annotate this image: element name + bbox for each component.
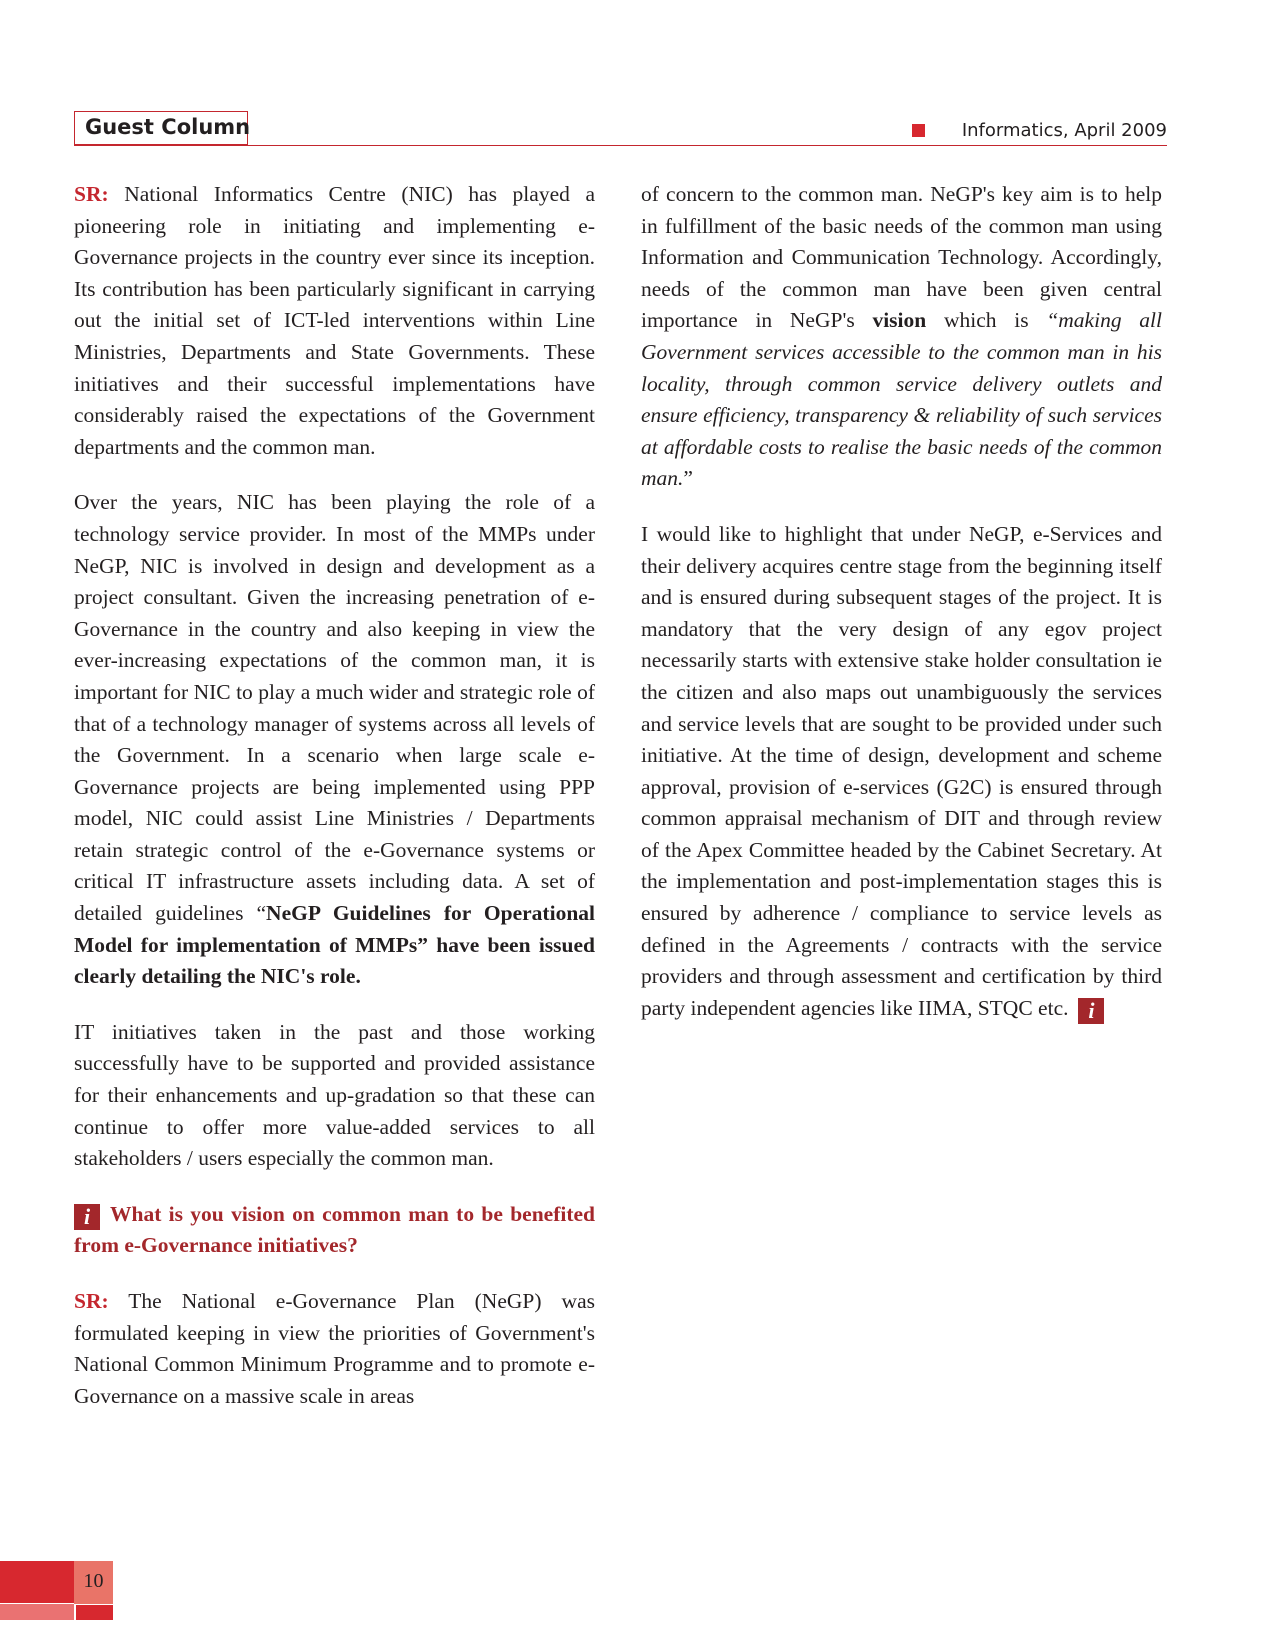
paragraph-text: The National e-Governance Plan (NeGP) was formulated keeping in view the priorities of Government's National Common Minimum Programme and to promote e-Governance on a massive scale in areas [74, 1289, 595, 1408]
footer-block-red-small [76, 1605, 113, 1620]
end-mark-info-icon: i [1078, 998, 1104, 1024]
vision-quote: “making all Government services accessible to the common man in his locality, through common service delivery outlets and ensure efficiency, transparency & reliability of such services at affordable costs to realise the basic needs of the common man. [641, 308, 1162, 491]
footer-block-red [0, 1561, 74, 1603]
issue-label: Informatics, April 2009 [961, 120, 1167, 141]
paragraph-text-mid: which is [926, 308, 1047, 333]
paragraph-text: IT initiatives taken in the past and those working successfully have to be supported and provided assistance for their enhancements and up-gradation so that these can continue to offer more value-added services to all stakeholders / users especially the common man. [74, 1019, 595, 1171]
vision-bold-text: vision [872, 308, 927, 333]
header-rule [74, 145, 1167, 146]
quote-close: ” [683, 466, 693, 491]
info-icon: i [74, 1204, 100, 1230]
header-square-icon [912, 124, 925, 137]
paragraph-answer-1 [74, 179, 595, 463]
paragraph-answer-3 [74, 1017, 595, 1175]
footer-block-pink [0, 1604, 74, 1620]
section-label-box [74, 111, 251, 145]
speaker-label: SR: [74, 182, 109, 206]
page-number-box [74, 1561, 113, 1604]
question-text: What is you vision on common man to be benefited from e-Governance initiatives? [74, 1201, 595, 1258]
guidelines-bold-text: NeGP Guidelines for Operational Model for implementation of MMPs” have been issued clearly detailing the NIC's role. [74, 901, 596, 989]
paragraph-answer-4 [74, 1286, 595, 1412]
interview-question [74, 1199, 595, 1262]
paragraph-text: of concern to the common man. NeGP's key aim is to help in fulfillment of the basic needs of the common man using Information and Communication Technology. Accordingly, needs of the common man have been given central importance in NeGP's [641, 182, 1162, 333]
page-number: 10 [83, 1570, 104, 1592]
speaker-label: SR: [74, 1289, 109, 1313]
right-column [641, 179, 1162, 1048]
paragraph-text: I would like to highlight that under NeGP, e-Services and their delivery acquires centre stage from the beginning itself and is ensured during subsequent stages of the project. It is mandatory that the very design of any egov project necessarily starts with extensive stake holder consultation ie the citizen and also maps out unambiguously the services and service levels that are sought to be provided under such initiative. At the time of design, development and scheme approval, provision of e-services (G2C) is ensured through common appraisal mechanism of DIT and through review of the Apex Committee headed by the Cabinet Secretary. At the implementation and post-implementation stages this is ensured by adherence / compliance to service levels as defined in the Agreements / contracts with the service providers and through assessment and certification by third party independent agencies like IIMA, STQC etc. [641, 521, 1162, 1020]
paragraph-vision [641, 179, 1162, 495]
paragraph-text: National Informatics Centre (NIC) has played a pioneering role in initiating and implementing e-Governance projects in the country ever since its inception. Its contribution has been particularly significant in carrying out the initial set of ICT-led interventions within Line Ministries, Departments and State Governments. These initiatives and their successful implementations have considerably raised the expectations of the Government departments and the common man. [74, 182, 595, 459]
section-title: Guest Column [85, 115, 251, 139]
paragraph-text: Over the years, NIC has been playing the role of a technology service provider. In most of the MMPs under NeGP, NIC is involved in design and development as a project consultant. Given the increasing penetration of e-Governance in the country and also keeping in view the ever-increasing expectations of the common man, it is important for NIC to play a much wider and strategic role of that of a technology manager of systems across all levels of the Government. In a scenario when large scale e-Governance projects are being implemented using PPP model, NIC could assist Line Ministries / Departments retain strategic control of the e-Governance systems or critical IT infrastructure assets including data. A set of detailed guidelines “ [74, 490, 595, 926]
left-column [74, 179, 595, 1436]
paragraph-eservices [641, 519, 1162, 1025]
paragraph-answer-2 [74, 487, 595, 993]
